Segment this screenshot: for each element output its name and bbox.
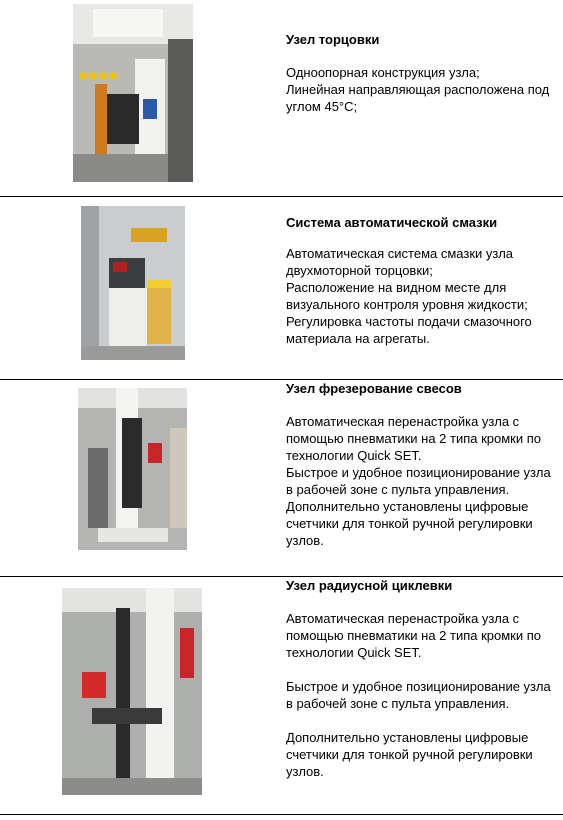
lubrication-system-photo [81, 206, 185, 360]
end-trimming-unit-photo [73, 4, 193, 182]
section-divider [0, 379, 563, 380]
section-title: Узел торцовки [286, 32, 380, 47]
section-title: Узел радиусной циклевки [286, 578, 453, 593]
radius-scraping-unit-photo [62, 588, 202, 795]
section-description: Автоматическая система смазки узла двухмоторной торцовки; Расположение на видном месте для визуального контроля уровня жидкости; Регулировка частоты подачи смазочного материала на агрегаты. [286, 246, 532, 346]
section-description: Одноопорная конструкция узла; Линейная направляющая расположена под углом 45°С; [286, 65, 550, 114]
section-description: Автоматическая перенастройка узла с помощью пневматики на 2 типа кромки по технологии Quick SET. Быстрое и удобное позиционирование узла в рабочей зоне с пульта управления. Дополнительно установлены цифровые счетчики для тонкой ручной регулировки узлов. [286, 414, 551, 548]
section-title: Узел фрезерование свесов [286, 381, 462, 396]
section-divider [0, 196, 563, 197]
section-title: Система автоматической смазки [286, 215, 498, 230]
section-divider [0, 576, 563, 577]
section-divider [0, 814, 563, 815]
overhang-milling-unit-photo [78, 388, 187, 550]
section-description: Автоматическая перенастройка узла с помощью пневматики на 2 типа кромки по технологии Quick SET. Быстрое и удобное позиционирование узла в рабочей зоне с пульта управления. Дополнительно установлены цифровые счетчики для тонкой ручной регулировки узлов. [286, 611, 551, 779]
